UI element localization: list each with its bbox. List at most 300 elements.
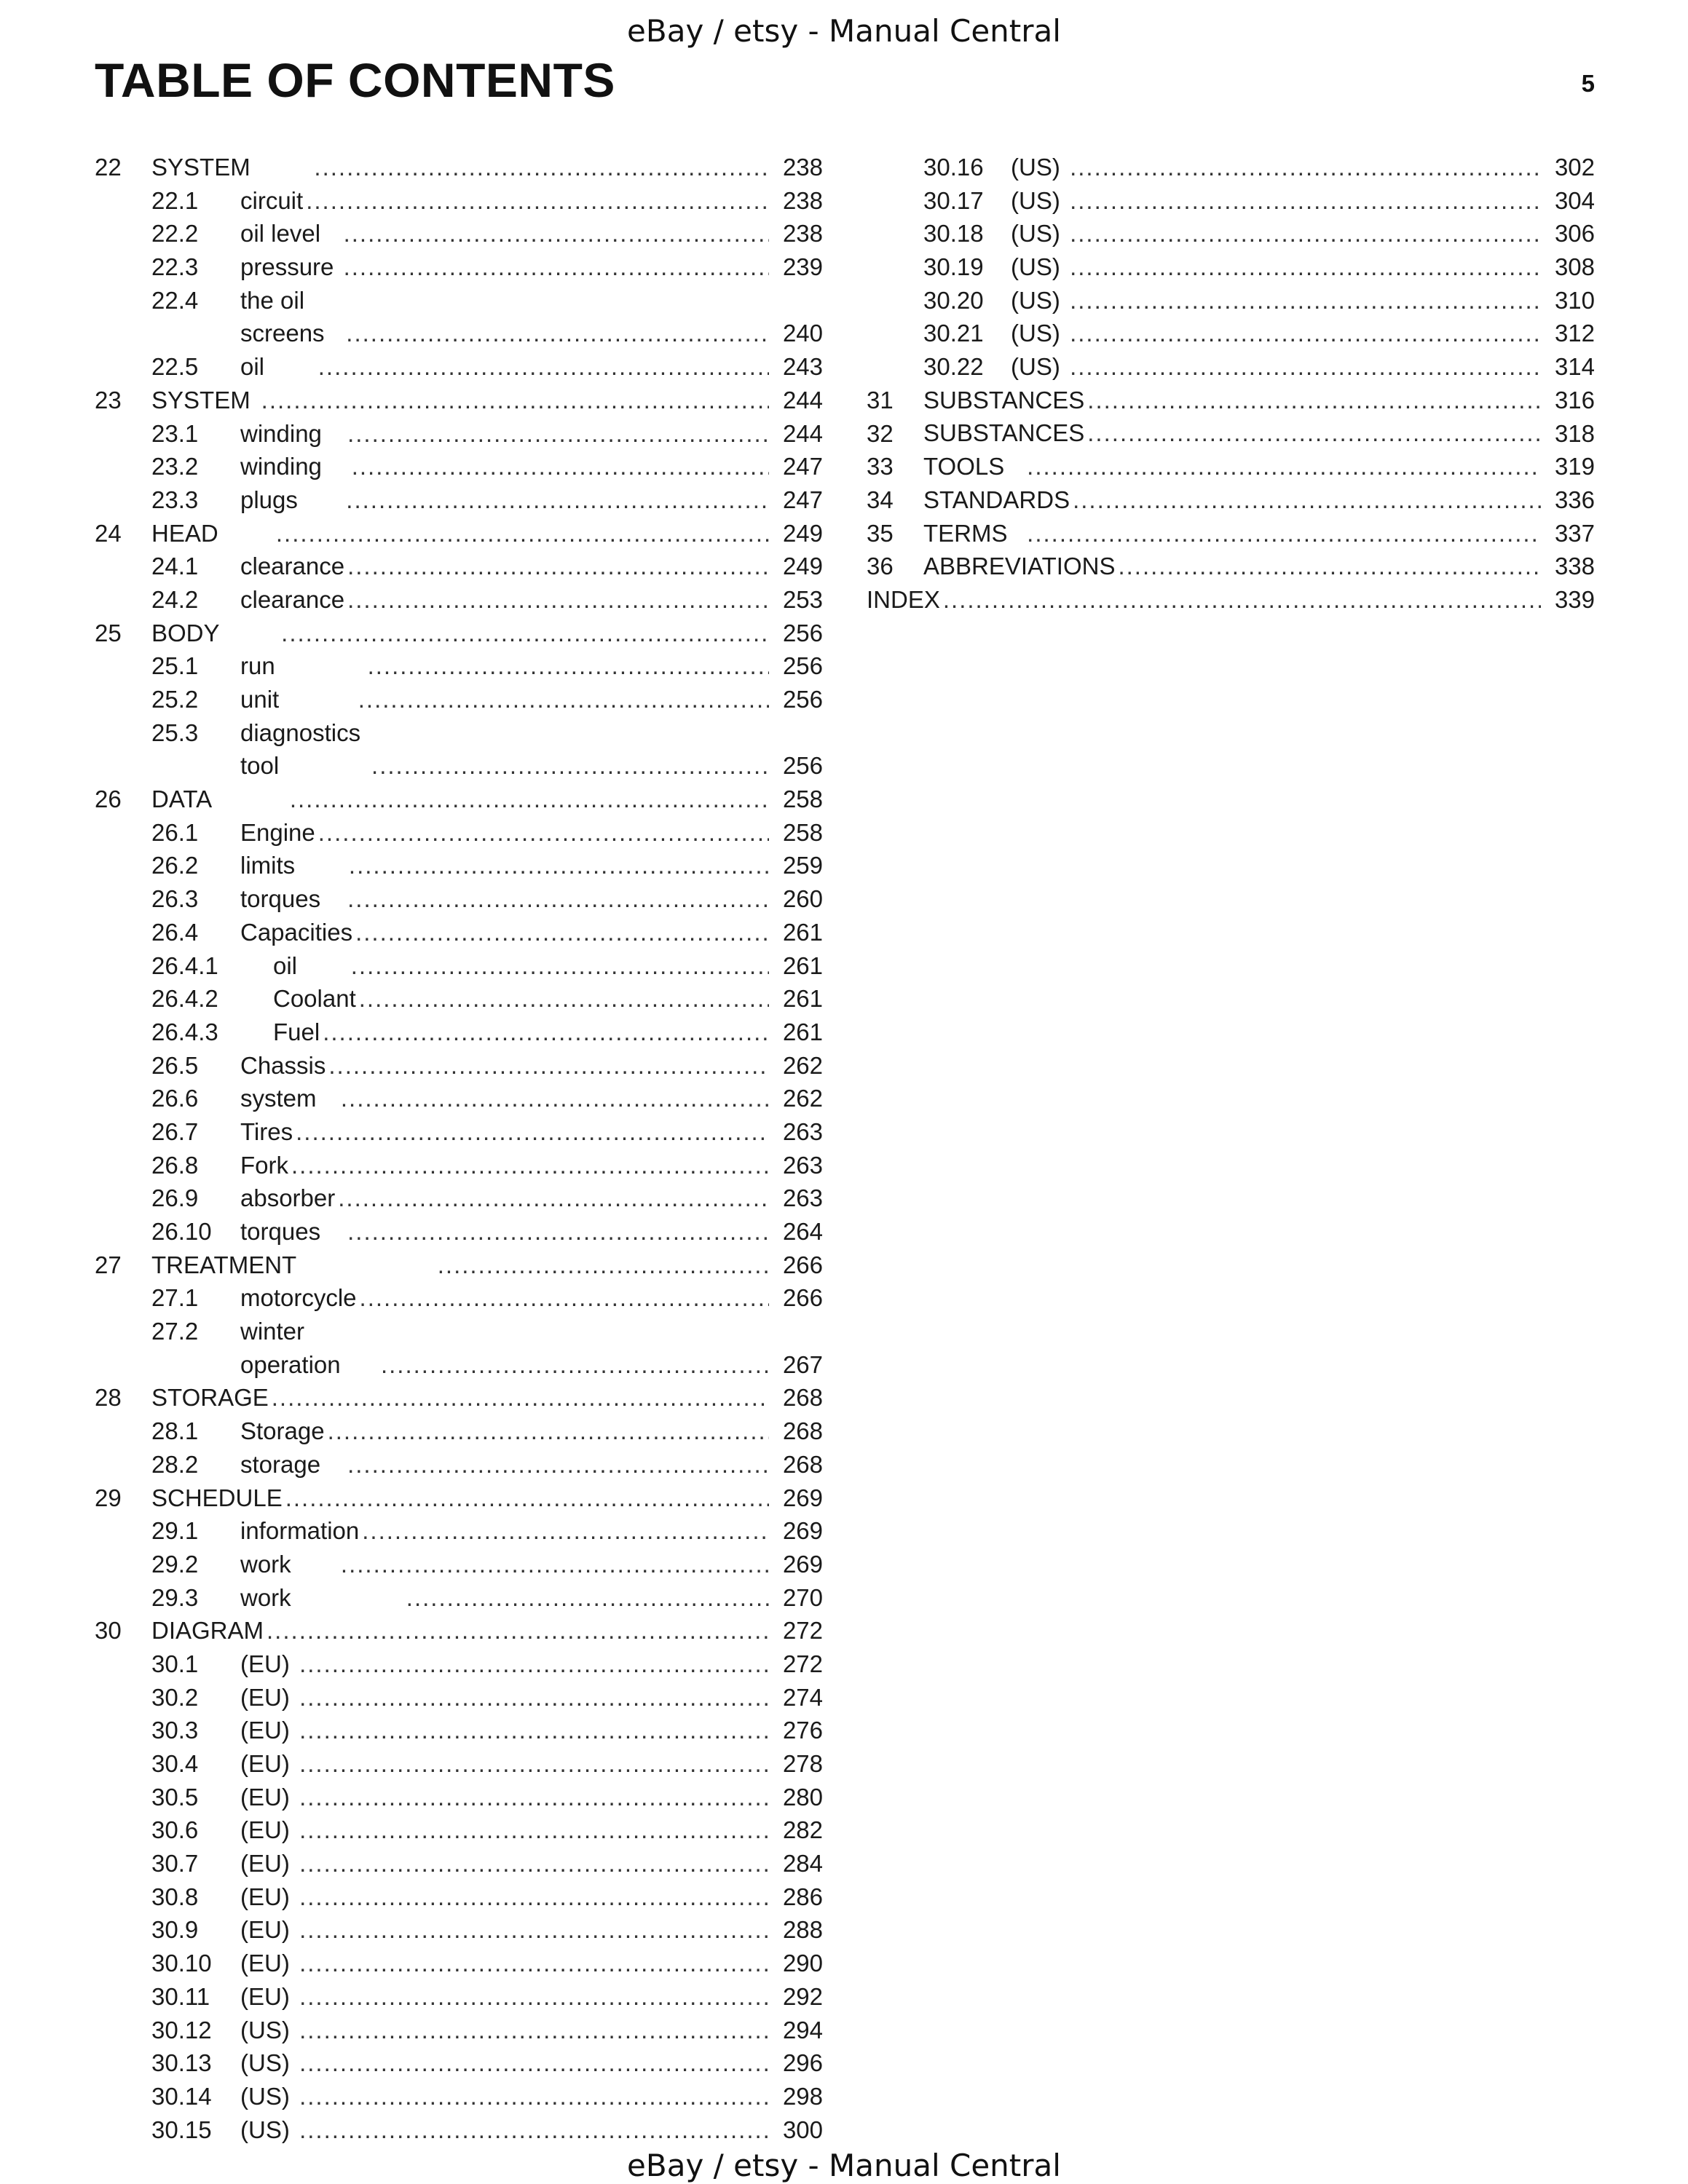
toc-entry-number: 30.4 [151,1750,199,1778]
toc-entry-number: 22.1 [151,186,199,214]
toc-entry[interactable] [95,1813,823,1847]
toc-entry-number: 22.4 [151,286,199,314]
toc-entry-title: (US) [1011,153,1060,181]
dot-leader [303,184,769,218]
toc-entry[interactable] [95,1781,823,1814]
toc-entry-title: circuit [240,186,304,214]
toc-entry-title: oil [273,951,298,979]
toc-entry-title: pressure [240,253,334,281]
toc-entry-number: 28.1 [151,1417,199,1445]
toc-entry-number: 27 [95,1251,122,1278]
dot-leader [349,450,769,483]
toc-entry-number: 29.3 [151,1583,199,1611]
toc-entry[interactable] [867,184,1595,218]
toc-entry-title: (US) [240,2016,290,2043]
dot-leader [269,1381,769,1415]
toc-entry-title: work [240,1583,291,1611]
toc-entry-page: 263 [782,1117,823,1145]
toc-entry-page: 256 [782,619,823,646]
toc-entry[interactable] [95,2014,823,2047]
toc-entry-number: 26 [95,786,122,813]
toc-entry-page: 256 [782,686,823,713]
toc-entry[interactable] [867,583,1595,617]
toc-entry-page: 302 [1554,154,1595,181]
toc-entry[interactable] [95,483,823,517]
toc-entry-page: 270 [782,1583,823,1611]
toc-entry-title: INDEX [867,585,940,613]
toc-entry-page: 269 [782,1550,823,1578]
toc-entry[interactable] [867,317,1595,350]
toc-entry-title: limits [240,852,296,879]
toc-entry[interactable] [95,1947,823,1980]
dot-leader [259,384,769,417]
toc-entry-title: (EU) [240,1783,290,1811]
toc-entry-number: 26.4.2 [151,985,218,1013]
toc-entry-number: 28.2 [151,1450,199,1478]
toc-entry-page: 268 [782,1384,823,1412]
toc-entry-title: absorber [240,1184,336,1212]
toc-entry-page: 272 [782,1617,823,1645]
toc-entry[interactable] [867,417,1595,451]
toc-entry[interactable] [95,1182,823,1215]
toc-entry-title: STORAGE [151,1384,269,1412]
dot-leader [320,1016,769,1049]
dot-leader [346,849,769,882]
toc-entry-title: oil level [240,220,321,248]
toc-entry-page: 298 [782,2082,823,2110]
toc-entry[interactable] [95,617,823,650]
toc-entry[interactable] [95,1249,823,1282]
toc-entry[interactable] [867,217,1595,250]
toc-entry[interactable] [95,1315,823,1381]
toc-entry[interactable] [95,2113,823,2147]
dot-leader [359,1514,769,1548]
toc-entry-page: 268 [782,1450,823,1478]
dot-leader [296,1681,769,1714]
dot-leader [1024,450,1541,483]
dot-leader [341,250,769,284]
toc-entry[interactable] [867,250,1595,284]
toc-entry-number: 30.20 [923,286,984,314]
toc-entry-number: 30.11 [151,1982,210,2010]
toc-entry-page: 310 [1554,286,1595,314]
toc-entry-page: 238 [782,154,823,181]
toc-entry-number: 30.3 [151,1717,199,1744]
toc-entry-number: 25.3 [151,719,199,746]
toc-entry-page: 238 [782,220,823,248]
toc-entry-page: 278 [782,1750,823,1778]
dot-leader [296,1913,769,1947]
toc-entry[interactable] [95,1581,823,1615]
toc-entry[interactable] [95,151,823,184]
toc-entry-page: 290 [782,1950,823,1977]
toc-entry-title: motorcycle [240,1284,357,1312]
toc-entry[interactable] [867,483,1595,517]
toc-entry-number: 33 [867,453,894,480]
toc-entry-page: 284 [782,1850,823,1878]
toc-entry-title: (EU) [240,1816,290,1844]
toc-entry-title: (US) [1011,220,1060,248]
dot-leader [296,2046,769,2080]
toc-entry-title: (US) [240,2116,290,2143]
toc-entry[interactable] [95,284,823,350]
toc-entry-title: Engine [240,818,315,846]
toc-entry-page: 256 [782,752,823,780]
toc-entry[interactable] [95,1149,823,1182]
toc-entry-number: 30.14 [151,2082,212,2110]
dot-leader [335,1182,769,1215]
toc-entry-title: winding [240,419,322,447]
toc-entry-page: 268 [782,1417,823,1445]
toc-entry-page: 243 [782,353,823,381]
toc-entry[interactable] [867,550,1595,583]
toc-entry-number: 29 [95,1484,122,1511]
toc-entry-number: 30.9 [151,1916,199,1944]
dot-leader [296,1747,769,1781]
toc-entry-title: plugs [240,486,298,513]
toc-entry-page: 286 [782,1883,823,1910]
toc-entry-page: 306 [1554,220,1595,248]
toc-entry-page: 292 [782,1982,823,2010]
toc-entry-page: 244 [782,386,823,414]
toc-entry-number: 27.1 [151,1284,199,1312]
toc-entry-title: Storage [240,1417,325,1445]
toc-entry-page: 339 [1554,585,1595,613]
toc-entry[interactable] [95,683,823,716]
toc-entry[interactable] [95,1215,823,1249]
toc-entry-number: 29.2 [151,1550,199,1578]
watermark-top: eBay / etsy - Manual Central [627,13,1061,49]
dot-leader [344,583,769,617]
toc-entry-number: 26.8 [151,1151,199,1179]
toc-entry[interactable] [95,550,823,583]
toc-entry[interactable] [95,1016,823,1049]
toc-entry-title: oil [240,353,265,381]
toc-entry[interactable] [867,384,1595,417]
toc-entry[interactable] [95,783,823,816]
toc-entry-page: 262 [782,1085,823,1112]
dot-leader [357,1281,769,1315]
toc-entry[interactable] [95,982,823,1016]
page-title: TABLE OF CONTENTS [95,53,615,107]
dot-leader [344,1215,769,1249]
toc-entry-title: (EU) [240,1717,290,1744]
toc-entry[interactable] [95,1481,823,1515]
toc-entry-number: 26.1 [151,818,199,846]
toc-entry-title: winding [240,453,322,480]
dot-leader [296,1647,769,1681]
toc-entry-number: 25 [95,619,122,646]
toc-entry-page: 239 [782,253,823,281]
toc-entry-number: 30.6 [151,1816,199,1844]
toc-entry[interactable] [95,1614,823,1647]
toc-entry-page: 304 [1554,186,1595,214]
toc-entry[interactable] [95,1049,823,1083]
toc-entry[interactable] [95,916,823,949]
toc-entry-number: 26.4 [151,918,199,946]
toc-entry[interactable] [95,949,823,983]
toc-entry-page: 261 [782,951,823,979]
toc-entry-title: (EU) [240,1750,290,1778]
toc-entry-number: 30.5 [151,1783,199,1811]
toc-entry-page: 296 [782,2049,823,2077]
toc-entry-number: 26.3 [151,885,199,913]
toc-entry-number: 23.1 [151,419,199,447]
dot-leader [296,2080,769,2113]
toc-entry-number: 30.15 [151,2116,212,2143]
toc-entry[interactable] [95,1681,823,1714]
toc-entry-page: 319 [1554,453,1595,480]
toc-entry-number: 30.13 [151,2049,212,2077]
toc-entry-page: 249 [782,553,823,580]
toc-entry-page: 259 [782,852,823,879]
toc-entry-page: 336 [1554,486,1595,513]
toc-entry-number: 30.7 [151,1850,199,1878]
dot-leader [1070,483,1541,517]
toc-entry-title: TOOLS [923,453,1005,480]
toc-entry-number: 23 [95,386,122,414]
toc-entry-number: 26.10 [151,1218,212,1246]
toc-entry-title: Tires [240,1117,293,1145]
toc-entry[interactable] [95,649,823,683]
toc-entry-number: 30.17 [923,186,984,214]
toc-entry-page: 282 [782,1816,823,1844]
toc-entry-page: 274 [782,1683,823,1711]
dot-leader [264,1614,769,1647]
toc-entry[interactable] [95,1714,823,1747]
toc-entry-number: 22.5 [151,353,199,381]
toc-entry[interactable] [95,517,823,550]
toc-entry[interactable] [95,816,823,850]
dot-leader [287,783,769,816]
toc-entry-title: TREATMENT [151,1251,297,1278]
toc-entry-page: 318 [1554,419,1595,447]
toc-entry-title: (US) [1011,353,1060,381]
toc-entry[interactable] [95,450,823,483]
toc-entry-number: 26.7 [151,1117,199,1145]
toc-entry-title: SYSTEM [151,386,251,414]
dot-leader [338,1082,769,1115]
toc-entry[interactable] [95,1115,823,1149]
toc-entry[interactable] [95,1647,823,1681]
dot-leader [1084,417,1541,451]
toc-entry-page: 338 [1554,553,1595,580]
toc-entry-title: TERMS [923,519,1008,547]
toc-entry[interactable] [95,1281,823,1315]
toc-entry-number: 30.16 [923,154,984,181]
toc-entry-page: 240 [782,320,823,347]
toc-entry[interactable] [95,350,823,384]
dot-leader [355,683,769,716]
toc-entry-number: 30.18 [923,220,984,248]
toc-entry-title: SYSTEM [151,153,251,181]
toc-entry-number: 26.4.1 [151,951,218,979]
toc-entry-page: 266 [782,1251,823,1278]
toc-entry[interactable] [95,1880,823,1914]
toc-entry-number: 29.1 [151,1517,199,1545]
toc-entry-number: 26.6 [151,1085,199,1112]
toc-entry-title: (US) [1011,186,1060,214]
toc-entry-title: Coolant [273,985,356,1013]
toc-entry[interactable] [95,1448,823,1481]
toc-entry[interactable] [95,849,823,882]
dot-leader [296,1714,769,1747]
toc-entry-title: unit [240,686,280,713]
dot-leader [325,1415,769,1448]
toc-entry-number: 25.2 [151,686,199,713]
dot-leader [1115,550,1541,583]
toc-entry[interactable] [95,882,823,916]
toc-entry[interactable] [95,1381,823,1415]
dot-leader [403,1581,769,1615]
dot-leader [344,1448,769,1481]
dot-leader [344,882,769,916]
toc-entry-page: 263 [782,1151,823,1179]
toc-entry-page: 280 [782,1783,823,1811]
dot-leader [288,1149,769,1182]
toc-entry-title: SUBSTANCES [923,419,1085,447]
dot-leader [296,2014,769,2047]
dot-leader [365,649,769,683]
toc-entry[interactable] [95,1082,823,1115]
toc-entry-title: (EU) [240,1883,290,1910]
toc-entry[interactable] [95,1980,823,2014]
toc-entry-title: (EU) [240,1950,290,1977]
toc-entry-number: 30.2 [151,1683,199,1711]
dot-leader [1067,317,1541,350]
dot-leader [368,749,769,783]
toc-entry[interactable] [95,1847,823,1880]
dot-leader [352,916,769,949]
toc-right-column [867,151,1595,617]
toc-entry[interactable] [95,217,823,250]
toc-entry-page: 244 [782,419,823,447]
toc-entry-title: system [240,1085,317,1112]
toc-entry-title: torques [240,1218,321,1246]
dot-leader [1067,284,1541,317]
toc-entry-page: 247 [782,486,823,513]
toc-entry-page: 238 [782,186,823,214]
toc-entry[interactable] [95,417,823,451]
dot-leader [296,1980,769,2014]
toc-entry-page: 267 [782,1350,823,1378]
toc-left-column [95,151,823,2146]
toc-entry[interactable] [867,151,1595,184]
toc-entry-page: 269 [782,1517,823,1545]
dot-leader [278,617,769,650]
toc-entry-title: (US) [1011,253,1060,281]
toc-entry-page: 263 [782,1184,823,1212]
toc-entry-page: 258 [782,818,823,846]
toc-entry-number: 30.1 [151,1650,199,1677]
toc-entry-title: (EU) [240,1982,290,2010]
toc-entry[interactable] [867,284,1595,317]
toc-entry-title: Chassis [240,1051,326,1079]
toc-entry-page: 276 [782,1717,823,1744]
toc-entry[interactable] [95,1548,823,1581]
toc-entry-title: winter operation [240,1318,341,1378]
toc-entry-number: 30.12 [151,2016,212,2043]
dot-leader [344,417,769,451]
toc-entry-number: 24.1 [151,553,199,580]
toc-entry[interactable] [95,716,823,783]
toc-entry-number: 26.2 [151,852,199,879]
toc-entry-title: (EU) [240,1850,290,1878]
toc-entry-number: 31 [867,386,894,414]
toc-entry-number: 32 [867,419,894,447]
toc-entry-number: 25.1 [151,652,199,680]
toc-entry-title: diagnostics tool [240,719,361,780]
toc-entry-title: (EU) [240,1650,290,1677]
toc-entry-page: 256 [782,652,823,680]
toc-entry-title: BODY [151,619,220,646]
toc-entry-number: 22.3 [151,253,199,281]
dot-leader [435,1249,769,1282]
toc-entry-title: information [240,1517,360,1545]
toc-entry[interactable] [95,184,823,218]
dot-leader [378,1348,769,1382]
toc-entry-number: 23.2 [151,453,199,480]
toc-entry-page: 314 [1554,353,1595,381]
toc-entry[interactable] [95,1514,823,1548]
dot-leader [273,517,769,550]
dot-leader [326,1049,769,1083]
toc-entry-number: 36 [867,553,894,580]
dot-leader [1067,151,1541,184]
toc-entry[interactable] [95,1415,823,1448]
toc-entry[interactable] [95,384,823,417]
dot-leader [315,816,769,850]
toc-entry[interactable] [95,1747,823,1781]
toc-entry-number: 22 [95,154,122,181]
dot-leader [940,583,1541,617]
toc-entry-page: 272 [782,1650,823,1677]
toc-entry-title: (US) [240,2049,290,2077]
toc-entry-title: the oil screens [240,286,325,347]
toc-entry-page: 249 [782,519,823,547]
dot-leader [296,1847,769,1880]
toc-entry[interactable] [95,2046,823,2080]
toc-entry-title: DATA [151,786,213,813]
toc-entry-page: 262 [782,1051,823,1079]
toc-entry-page: 253 [782,585,823,613]
toc-entry[interactable] [95,250,823,284]
toc-entry-title: (US) [1011,286,1060,314]
toc-entry-number: 30.21 [923,320,984,347]
dot-leader [296,1781,769,1814]
toc-entry-page: 316 [1554,386,1595,414]
toc-entry[interactable] [95,2080,823,2113]
toc-entry[interactable] [867,450,1595,483]
toc-entry-page: 264 [782,1218,823,1246]
toc-entry-title: run [240,652,275,680]
dot-leader [343,483,769,517]
toc-entry-title: SUBSTANCES [923,386,1085,414]
page-number: 5 [1581,70,1595,97]
toc-entry-page: 269 [782,1484,823,1511]
toc-entry-title: clearance [240,585,345,613]
toc-entry-title: Fuel [273,1018,320,1045]
toc-entry[interactable] [867,517,1595,550]
toc-entry-title: STANDARDS [923,486,1070,513]
toc-entry-title: (EU) [240,1683,290,1711]
toc-entry[interactable] [95,1913,823,1947]
toc-entry[interactable] [867,350,1595,384]
dot-leader [293,1115,769,1149]
toc-entry[interactable] [95,583,823,617]
dot-leader [283,1481,769,1515]
toc-entry-page: 337 [1554,519,1595,547]
